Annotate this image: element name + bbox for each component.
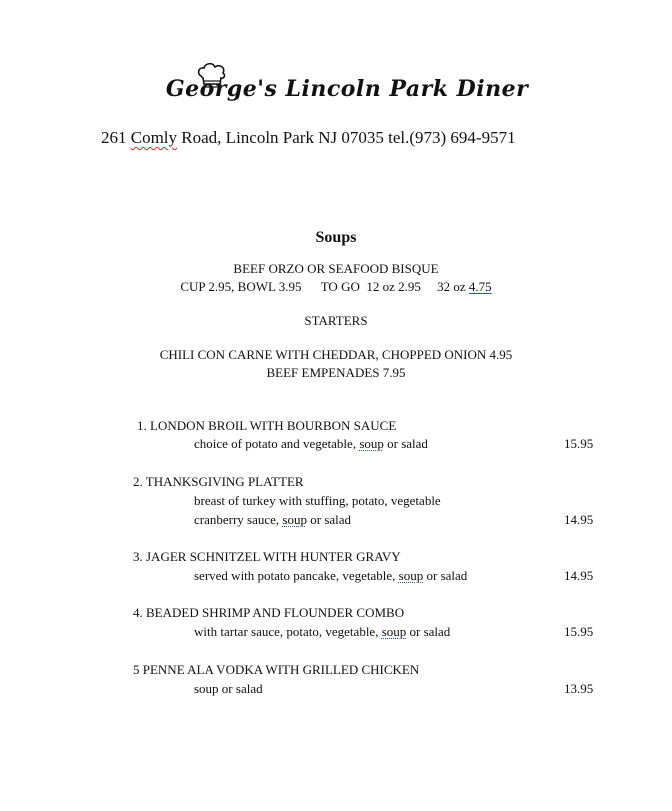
desc-soup: soup xyxy=(398,568,424,583)
menu-item-desc xyxy=(194,436,428,452)
menu-item-price: 13.95 xyxy=(564,681,594,696)
menu-item-desc: soup or salad xyxy=(194,681,263,696)
desc-text: or salad xyxy=(423,568,468,583)
desc-text: or salad xyxy=(306,512,352,527)
address-street-word: Comly xyxy=(130,128,178,147)
address-rest: Road, Lincoln Park NJ 07035 tel.(973) 694-9571 xyxy=(181,128,516,147)
desc-text: cranberry sauce, xyxy=(194,512,283,527)
soups-prices xyxy=(0,279,672,295)
desc-text: or salad xyxy=(406,624,451,639)
menu-item-price: 14.95 xyxy=(564,512,594,527)
menu-item-desc xyxy=(194,568,467,584)
menu-item-desc xyxy=(194,624,450,640)
address-line xyxy=(101,128,516,148)
soups-prices-text: CUP 2.95, BOWL 3.95 TO GO 12 oz 2.95 32 oz xyxy=(180,279,469,294)
desc-text: choice of potato and vegetable, xyxy=(194,436,360,451)
menu-item-price: 15.95 xyxy=(564,436,594,451)
desc-soup: soup xyxy=(359,436,384,451)
starters-heading: STARTERS xyxy=(304,313,368,328)
menu-item-title: 4. BEADED SHRIMP AND FLOUNDER COMBO xyxy=(133,605,405,620)
menu-item-title: 2. THANKSGIVING PLATTER xyxy=(133,474,304,489)
desc-text: served with potato pancake, vegetable, xyxy=(194,568,399,583)
menu-item-desc xyxy=(194,512,351,528)
menu-item-title: 1. LONDON BROIL WITH BOURBON SAUCE xyxy=(137,418,397,433)
soups-name: BEEF ORZO OR SEAFOOD BISQUE xyxy=(233,261,439,276)
desc-text: with tartar sauce, potato, vegetable, xyxy=(194,624,382,639)
starter-line: CHILI CON CARNE WITH CHEDDAR, CHOPPED ONION 4.95 xyxy=(159,347,513,362)
menu-item-desc: breast of turkey with stuffing, potato, vegetable xyxy=(194,493,441,508)
soups-heading: Soups xyxy=(315,229,357,246)
menu-item-price: 15.95 xyxy=(564,624,594,639)
restaurant-name: George's Lincoln Park Diner xyxy=(165,76,529,102)
soups-price-last: 4.75 xyxy=(468,279,492,294)
starter-line: BEEF EMPENADES 7.95 xyxy=(266,365,406,380)
menu-item-title: 3. JAGER SCHNITZEL WITH HUNTER GRAVY xyxy=(133,549,401,564)
menu-item-price: 14.95 xyxy=(564,568,594,583)
address-number: 261 xyxy=(101,128,127,147)
desc-soup: soup xyxy=(381,624,407,639)
desc-text: or salad xyxy=(383,436,428,451)
menu-item-title: 5 PENNE ALA VODKA WITH GRILLED CHICKEN xyxy=(133,662,420,677)
desc-soup: soup xyxy=(282,512,307,527)
